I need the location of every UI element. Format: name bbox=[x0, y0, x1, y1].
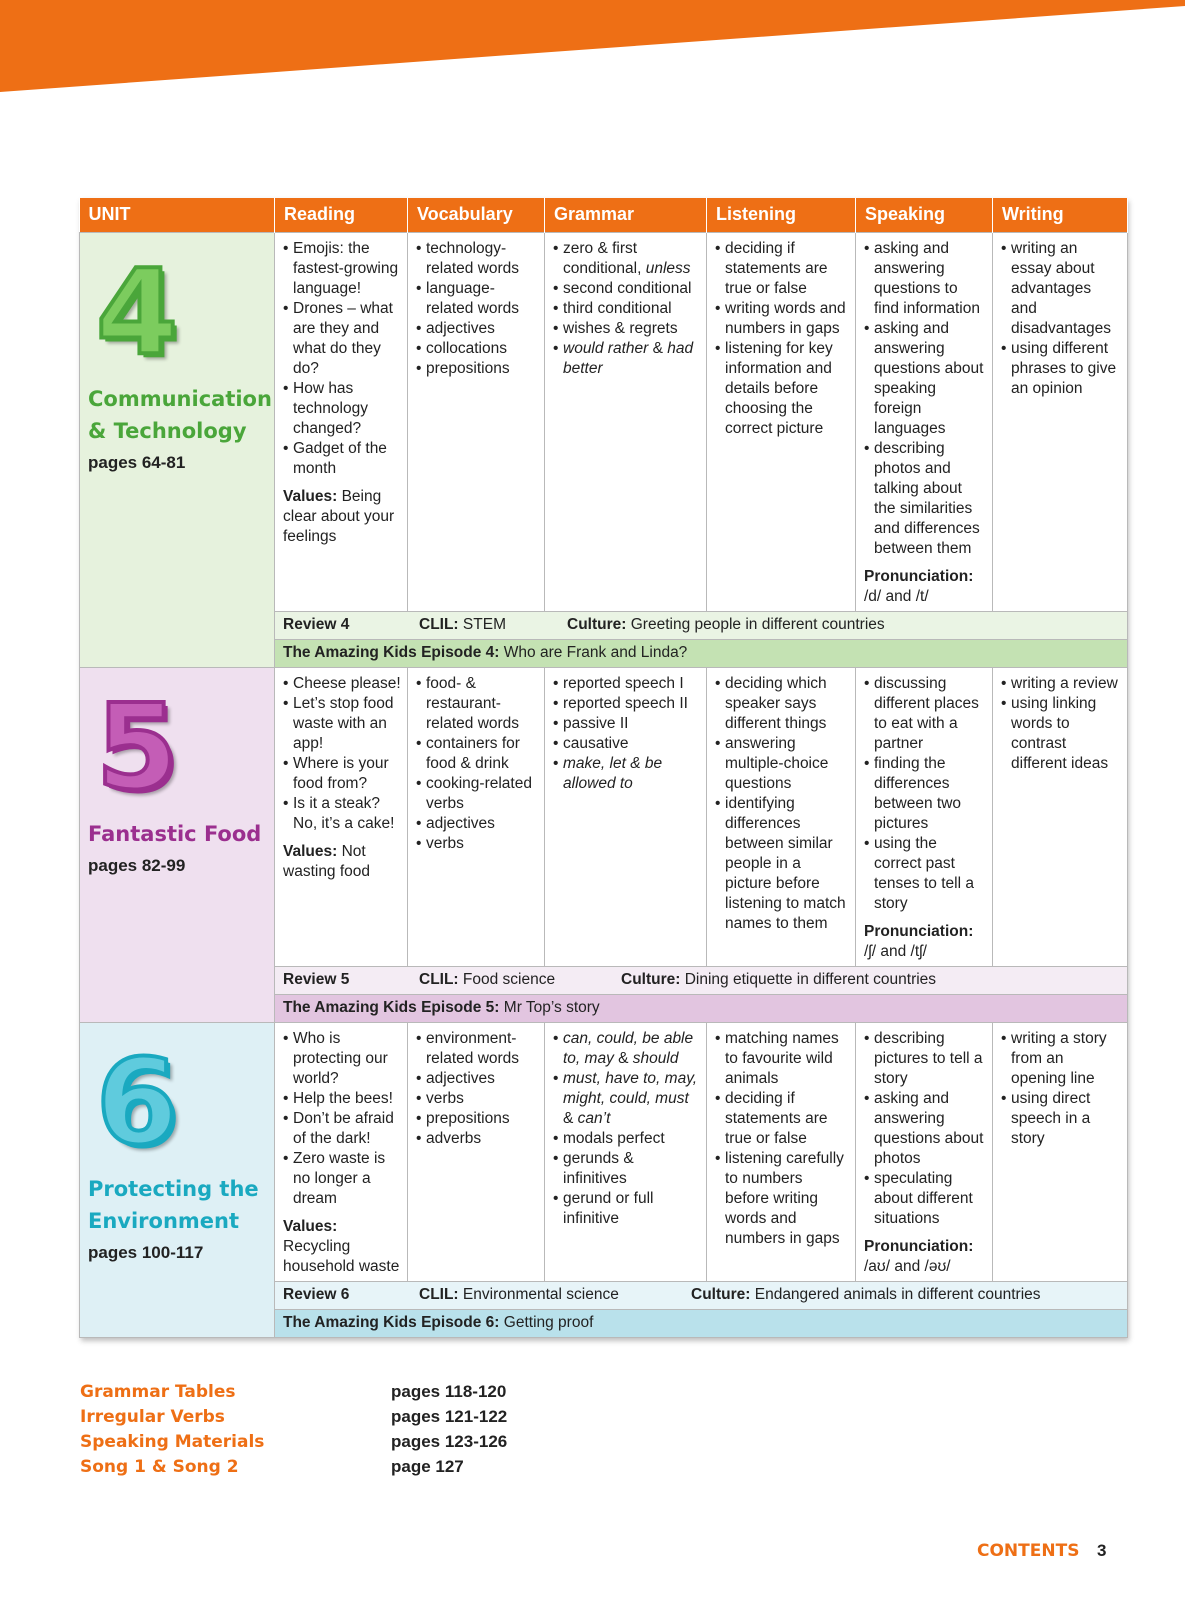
unit-title-line: & Technology bbox=[88, 418, 247, 443]
writing-item: • writing a story from an opening line bbox=[1001, 1029, 1121, 1089]
grammar-text: passive II bbox=[563, 714, 629, 732]
reading-item: • Is it a steak? No, it’s a cake! bbox=[283, 794, 401, 834]
listening-item: • answering multiple-choice questions bbox=[715, 734, 849, 794]
listening-item: • writing words and numbers in gaps bbox=[715, 299, 849, 339]
grammar-italic: unless bbox=[645, 259, 691, 277]
grammar-item bbox=[553, 1069, 700, 1129]
episode-band bbox=[275, 639, 1128, 667]
grammar-item bbox=[553, 1149, 700, 1189]
listening-item: • listening carefully to numbers before writing words and numbers in gaps bbox=[715, 1149, 849, 1249]
values-label: Values: bbox=[283, 842, 338, 860]
values-text: Being clear about your feelings bbox=[283, 487, 395, 545]
review-band bbox=[275, 966, 1128, 994]
listening-cell bbox=[707, 667, 856, 966]
speaking-item: • asking and answering questions about speaking foreign languages bbox=[864, 319, 986, 439]
unit-pages: pages 64-81 bbox=[88, 452, 186, 472]
grammar-joiner: & bbox=[613, 1049, 633, 1067]
grammar-italic: can, could, be able to, may bbox=[563, 1029, 694, 1067]
grammar-list bbox=[553, 1029, 700, 1229]
unit-cell bbox=[80, 1022, 275, 1337]
values-label: Values: bbox=[283, 487, 338, 505]
unit-number: 6 bbox=[96, 1032, 179, 1171]
vocabulary-item: • prepositions bbox=[416, 359, 538, 379]
writing-list bbox=[1001, 674, 1121, 774]
culture-label: Culture: bbox=[567, 616, 627, 633]
writing-item: • writing an essay about advantages and disadvantages bbox=[1001, 239, 1121, 339]
writing-cell bbox=[993, 1022, 1128, 1281]
grammar-item bbox=[553, 239, 700, 279]
grammar-list bbox=[553, 239, 700, 379]
pronunciation-text: /ʃ/ and /tʃ/ bbox=[864, 942, 927, 960]
vocabulary-item: • verbs bbox=[416, 834, 538, 854]
grammar-text: reported speech I bbox=[563, 674, 684, 692]
listening-item: • matching names to favourite wild animals bbox=[715, 1029, 849, 1089]
grammar-item bbox=[553, 674, 700, 694]
pronunciation-label: Pronunciation: bbox=[864, 922, 974, 940]
reading-item: • Help the bees! bbox=[283, 1089, 401, 1109]
unit-row bbox=[80, 1022, 1128, 1281]
reading-item: • Who is protecting our world? bbox=[283, 1029, 401, 1089]
pronunciation-text: /aʊ/ and /əʊ/ bbox=[864, 1257, 951, 1275]
vocabulary-item: • adjectives bbox=[416, 319, 538, 339]
footer-contents-label: CONTENTS bbox=[977, 1541, 1080, 1561]
unit-number: 5 bbox=[96, 677, 179, 816]
header-grammar: Grammar bbox=[545, 198, 707, 232]
pronunciation-note bbox=[864, 1237, 986, 1277]
unit-title-line: Environment bbox=[88, 1208, 240, 1233]
unit-title-line: Communication bbox=[88, 386, 272, 411]
unit-pages: pages 100-117 bbox=[88, 1242, 204, 1262]
clil-text: Environmental science bbox=[462, 1286, 619, 1303]
grammar-text: gerund or full infinitive bbox=[563, 1189, 654, 1227]
unit-row bbox=[80, 232, 1128, 611]
speaking-item: • describing photos and talking about the similarities and differences between them bbox=[864, 439, 986, 559]
table-header-row bbox=[80, 198, 1128, 232]
grammar-item bbox=[553, 714, 700, 734]
grammar-cell bbox=[545, 667, 707, 966]
listening-item: • identifying differences between similar people in a picture before listening to match names to them bbox=[715, 794, 849, 934]
unit-title-line: Fantastic Food bbox=[88, 821, 262, 846]
grammar-item bbox=[553, 279, 700, 299]
vocabulary-list bbox=[416, 239, 538, 379]
writing-item: • using linking words to contrast different ideas bbox=[1001, 694, 1121, 774]
grammar-item bbox=[553, 1189, 700, 1229]
culture-text: Dining etiquette in different countries bbox=[684, 971, 937, 988]
reading-list bbox=[283, 674, 401, 834]
values-note bbox=[283, 487, 401, 547]
extra-section-item bbox=[80, 1407, 680, 1432]
extra-section-label: Grammar Tables bbox=[80, 1382, 236, 1402]
orange-header-banner bbox=[0, 0, 1185, 100]
header-listening: Listening bbox=[707, 198, 856, 232]
vocabulary-item: • prepositions bbox=[416, 1109, 538, 1129]
reading-item: • How has technology changed? bbox=[283, 379, 401, 439]
vocabulary-item: • adjectives bbox=[416, 814, 538, 834]
unit-cell bbox=[80, 667, 275, 1022]
vocabulary-item: • adverbs bbox=[416, 1129, 538, 1149]
grammar-item bbox=[553, 319, 700, 339]
pronunciation-note bbox=[864, 922, 986, 962]
vocabulary-item: • adjectives bbox=[416, 1069, 538, 1089]
writing-list bbox=[1001, 239, 1121, 399]
vocabulary-cell bbox=[408, 667, 545, 966]
writing-list bbox=[1001, 1029, 1121, 1149]
review-label: Review 6 bbox=[283, 1286, 350, 1303]
grammar-italic: would rather bbox=[563, 339, 649, 357]
listening-cell bbox=[707, 1022, 856, 1281]
reading-cell bbox=[275, 1022, 408, 1281]
extra-section-label: Speaking Materials bbox=[80, 1432, 265, 1452]
culture-label: Culture: bbox=[691, 1286, 751, 1303]
grammar-item bbox=[553, 694, 700, 714]
grammar-item bbox=[553, 1029, 700, 1069]
extra-section-pages: page 127 bbox=[391, 1457, 464, 1476]
vocabulary-item: • food- & restaurant-related words bbox=[416, 674, 538, 734]
grammar-italic: can’t bbox=[577, 1109, 611, 1127]
culture-label: Culture: bbox=[621, 971, 681, 988]
clil-label: CLIL: bbox=[419, 616, 459, 633]
grammar-text: causative bbox=[563, 734, 629, 752]
grammar-text: modals perfect bbox=[563, 1129, 665, 1147]
extra-section-label: Irregular Verbs bbox=[80, 1407, 225, 1427]
extra-section-pages: pages 118-120 bbox=[391, 1382, 507, 1401]
review-band bbox=[275, 1281, 1128, 1309]
grammar-text: zero & first conditional, bbox=[563, 239, 646, 277]
listening-list bbox=[715, 239, 849, 439]
grammar-text: third conditional bbox=[563, 299, 672, 317]
extra-section-item bbox=[80, 1382, 680, 1407]
vocabulary-item: • environment-related words bbox=[416, 1029, 538, 1069]
values-label: Values: bbox=[283, 1217, 338, 1235]
listening-item: • listening for key information and details before choosing the correct picture bbox=[715, 339, 849, 439]
clil-text: Food science bbox=[462, 971, 556, 988]
reading-item: • Emojis: the fastest-growing language! bbox=[283, 239, 401, 299]
reading-item: • Cheese please! bbox=[283, 674, 401, 694]
clil-label: CLIL: bbox=[419, 971, 459, 988]
episode-label: The Amazing Kids Episode 6: bbox=[283, 1314, 500, 1331]
writing-item: • using direct speech in a story bbox=[1001, 1089, 1121, 1149]
speaking-item: • asking and answering questions about photos bbox=[864, 1089, 986, 1169]
listening-item: • deciding if statements are true or false bbox=[715, 239, 849, 299]
review-band bbox=[275, 611, 1128, 639]
extra-section-item bbox=[80, 1457, 680, 1482]
clil-block bbox=[419, 615, 567, 635]
reading-item: • Drones – what are they and what do they do? bbox=[283, 299, 401, 379]
listening-item: • deciding which speaker says different things bbox=[715, 674, 849, 734]
header-vocabulary: Vocabulary bbox=[408, 198, 545, 232]
grammar-item bbox=[553, 339, 700, 379]
episode-title: Who are Frank and Linda? bbox=[503, 644, 688, 661]
grammar-text: wishes & regrets bbox=[563, 319, 678, 337]
writing-cell bbox=[993, 232, 1128, 611]
listening-list bbox=[715, 674, 849, 934]
listening-cell bbox=[707, 232, 856, 611]
culture-block bbox=[567, 615, 885, 635]
clil-text: STEM bbox=[462, 616, 506, 633]
vocabulary-cell bbox=[408, 232, 545, 611]
grammar-item bbox=[553, 299, 700, 319]
reading-item: • Where is your food from? bbox=[283, 754, 401, 794]
culture-block bbox=[621, 970, 936, 990]
pronunciation-label: Pronunciation: bbox=[864, 1237, 974, 1255]
listening-item: • deciding if statements are true or false bbox=[715, 1089, 849, 1149]
extra-section-pages: pages 123-126 bbox=[391, 1432, 508, 1451]
header-speaking: Speaking bbox=[856, 198, 993, 232]
values-text: Not wasting food bbox=[283, 842, 371, 880]
pronunciation-note bbox=[864, 567, 986, 607]
review-label: Review 4 bbox=[283, 616, 350, 633]
grammar-italic: must, have to, may, might, could, must bbox=[563, 1069, 698, 1107]
header-writing: Writing bbox=[993, 198, 1128, 232]
unit-number: 4 bbox=[96, 242, 179, 381]
header-reading: Reading bbox=[275, 198, 408, 232]
unit-row bbox=[80, 667, 1128, 966]
reading-list bbox=[283, 239, 401, 479]
grammar-joiner: & bbox=[648, 339, 668, 357]
reading-item: • Let’s stop food waste with an app! bbox=[283, 694, 401, 754]
episode-title: Getting proof bbox=[503, 1314, 594, 1331]
vocabulary-item: • verbs bbox=[416, 1089, 538, 1109]
reading-cell bbox=[275, 667, 408, 966]
grammar-joiner: & bbox=[563, 1109, 578, 1127]
unit-title-line: Protecting the bbox=[88, 1176, 259, 1201]
grammar-text: second conditional bbox=[563, 279, 692, 297]
speaking-item: • using the correct past tenses to tell a story bbox=[864, 834, 986, 914]
footer-page-number: 3 bbox=[1097, 1541, 1107, 1560]
reading-cell bbox=[275, 232, 408, 611]
episode-title: Mr Top’s story bbox=[503, 999, 600, 1016]
episode-label: The Amazing Kids Episode 4: bbox=[283, 644, 500, 661]
pronunciation-text: /d/ and /t/ bbox=[864, 587, 929, 605]
reading-item: • Gadget of the month bbox=[283, 439, 401, 479]
speaking-list bbox=[864, 239, 986, 559]
grammar-item bbox=[553, 734, 700, 754]
speaking-cell bbox=[856, 232, 993, 611]
grammar-text: gerunds & infinitives bbox=[563, 1149, 634, 1187]
values-note bbox=[283, 842, 401, 882]
vocabulary-item: • cooking-related verbs bbox=[416, 774, 538, 814]
header-unit: UNIT bbox=[80, 198, 275, 232]
pronunciation-label: Pronunciation: bbox=[864, 567, 974, 585]
grammar-item bbox=[553, 754, 700, 794]
culture-text: Endangered animals in different countries bbox=[754, 1286, 1041, 1303]
speaking-list bbox=[864, 1029, 986, 1229]
episode-band bbox=[275, 994, 1128, 1022]
reading-item: • Don’t be afraid of the dark! bbox=[283, 1109, 401, 1149]
speaking-cell bbox=[856, 667, 993, 966]
vocabulary-item: • language-related words bbox=[416, 279, 538, 319]
culture-block bbox=[691, 1285, 1041, 1305]
unit-cell bbox=[80, 232, 275, 667]
writing-cell bbox=[993, 667, 1128, 966]
reading-item: • Zero waste is no longer a dream bbox=[283, 1149, 401, 1209]
clil-block bbox=[419, 1285, 691, 1305]
grammar-cell bbox=[545, 1022, 707, 1281]
unit-title bbox=[88, 818, 266, 850]
reading-list bbox=[283, 1029, 401, 1209]
unit-title bbox=[88, 383, 272, 447]
listening-list bbox=[715, 1029, 849, 1249]
writing-item: • writing a review bbox=[1001, 674, 1121, 694]
episode-band bbox=[275, 1309, 1128, 1337]
extra-sections-list bbox=[80, 1382, 680, 1482]
speaking-item: • finding the differences between two pictures bbox=[864, 754, 986, 834]
vocabulary-item: • technology-related words bbox=[416, 239, 538, 279]
extra-section-pages: pages 121-122 bbox=[391, 1407, 508, 1426]
vocabulary-list bbox=[416, 674, 538, 854]
grammar-cell bbox=[545, 232, 707, 611]
extra-section-label: Song 1 & Song 2 bbox=[80, 1457, 239, 1477]
extra-section-item bbox=[80, 1432, 680, 1457]
values-text: Recycling household waste bbox=[283, 1237, 400, 1275]
speaking-item: • asking and answering questions to find information bbox=[864, 239, 986, 319]
vocabulary-list bbox=[416, 1029, 538, 1149]
vocabulary-item: • collocations bbox=[416, 339, 538, 359]
review-label: Review 5 bbox=[283, 971, 350, 988]
values-note bbox=[283, 1217, 401, 1277]
clil-block bbox=[419, 970, 621, 990]
vocabulary-cell bbox=[408, 1022, 545, 1281]
grammar-item bbox=[553, 1129, 700, 1149]
episode-label: The Amazing Kids Episode 5: bbox=[283, 999, 500, 1016]
culture-text: Greeting people in different countries bbox=[630, 616, 885, 633]
grammar-text: reported speech II bbox=[563, 694, 688, 712]
grammar-list bbox=[553, 674, 700, 794]
grammar-italic: make, let & be allowed to bbox=[563, 754, 663, 792]
grammar-italic: should bbox=[632, 1049, 679, 1067]
clil-label: CLIL: bbox=[419, 1286, 459, 1303]
speaking-list bbox=[864, 674, 986, 914]
speaking-item: • discussing different places to eat with a partner bbox=[864, 674, 986, 754]
unit-title bbox=[88, 1173, 266, 1237]
speaking-item: • speculating about different situations bbox=[864, 1169, 986, 1229]
vocabulary-item: • containers for food & drink bbox=[416, 734, 538, 774]
speaking-item: • describing pictures to tell a story bbox=[864, 1029, 986, 1089]
writing-item: • using different phrases to give an opinion bbox=[1001, 339, 1121, 399]
contents-table bbox=[79, 198, 1127, 1338]
unit-pages: pages 82-99 bbox=[88, 855, 186, 875]
speaking-cell bbox=[856, 1022, 993, 1281]
grammar-italic: had better bbox=[563, 339, 694, 377]
